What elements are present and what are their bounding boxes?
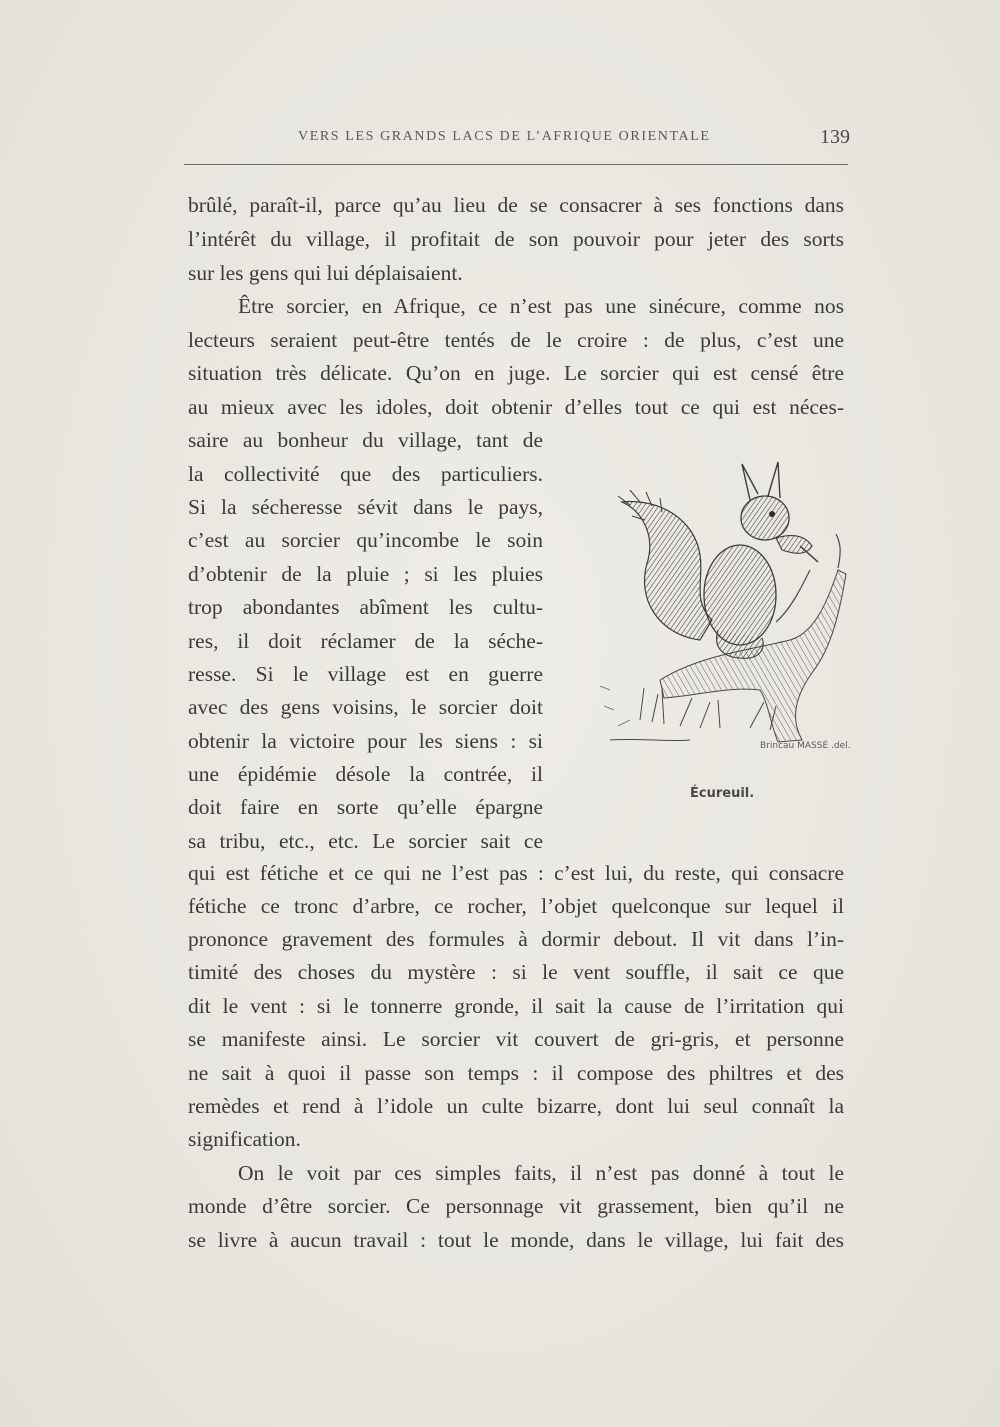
running-head <box>186 126 850 150</box>
text-line: c’est au sorcier qu’incombe le soin <box>188 528 543 552</box>
text-line: monde d’être sorcier. Ce personnage vit grassement, bien qu’il ne <box>188 1194 844 1218</box>
text-line: On le voit par ces simples faits, il n’est pas donné à tout le <box>238 1161 844 1185</box>
text-line: Être sorcier, en Afrique, ce n’est pas une sinécure, comme nos <box>238 294 844 318</box>
text-line: l’intérêt du village, il profitait de son pouvoir pour jeter des sorts <box>188 227 844 251</box>
text-line: ne sait à quoi il passe son temps : il compose des philtres et des <box>188 1061 844 1085</box>
text-line: lecteurs seraient peut-être tentés de le croire : de plus, c’est une <box>188 328 844 352</box>
text-line: trop abondantes abîment les cultu- <box>188 595 543 619</box>
text-line: dit le vent : si le tonnerre gronde, il sait la cause de l’irritation qui <box>188 994 844 1018</box>
text-line: la collectivité que des particuliers. <box>188 462 543 486</box>
text-line: situation très délicate. Qu’on en juge. Le sorcier qui est censé être <box>188 361 844 385</box>
text-line: saire au bonheur du village, tant de <box>188 428 543 452</box>
text-line: se livre à aucun travail : tout le monde, dans le village, lui fait des <box>188 1228 844 1252</box>
text-line: avec des gens voisins, le sorcier doit <box>188 695 543 719</box>
text-line: prononce gravement des formules à dormir debout. Il vit dans l’in- <box>188 927 844 951</box>
text-line: res, il doit réclamer de la séche- <box>188 629 543 653</box>
squirrel-engraving-icon <box>600 450 850 762</box>
text-line: une épidémie désole la contrée, il <box>188 762 543 786</box>
text-line: qui est fétiche et ce qui ne l’est pas : c’est lui, du reste, qui consacre <box>188 861 844 885</box>
text-line: timité des choses du mystère : si le vent souffle, il sait ce que <box>188 960 844 984</box>
text-line: remèdes et rend à l’idole un culte bizarre, dont lui seul connaît la <box>188 1094 844 1118</box>
text-line: doit faire en sorte qu’elle épargne <box>188 795 543 819</box>
text-line: resse. Si le village est en guerre <box>188 662 543 686</box>
text-line: Si la sécheresse sévit dans le pays, <box>188 495 543 519</box>
text-line: obtenir la victoire pour les siens : si <box>188 729 543 753</box>
running-head-title: VERS LES GRANDS LACS DE L’AFRIQUE ORIENTALE <box>298 129 711 144</box>
illustrator-signature: Brincau MASSÉ .del. <box>760 741 850 751</box>
header-rule <box>184 164 848 165</box>
text-line: se manifeste ainsi. Le sorcier vit couvert de gri-gris, et personne <box>188 1027 844 1051</box>
text-line: au mieux avec les idoles, doit obtenir d’elles tout ce qui est néces- <box>188 395 844 419</box>
figure-caption: Écureuil. <box>690 786 755 801</box>
text-line: sa tribu, etc., etc. Le sorcier sait ce <box>188 829 543 853</box>
page-number: 139 <box>820 126 850 148</box>
text-line: d’obtenir de la pluie ; si les pluies <box>188 562 543 586</box>
text-line: signification. <box>188 1127 301 1151</box>
text-line: fétiche ce tronc d’arbre, ce rocher, l’objet quelconque sur lequel il <box>188 894 844 918</box>
text-line: brûlé, paraît-il, parce qu’au lieu de se consacrer à ses fonctions dans <box>188 193 844 217</box>
squirrel-illustration <box>600 450 850 762</box>
text-line: sur les gens qui lui déplaisaient. <box>188 261 463 285</box>
